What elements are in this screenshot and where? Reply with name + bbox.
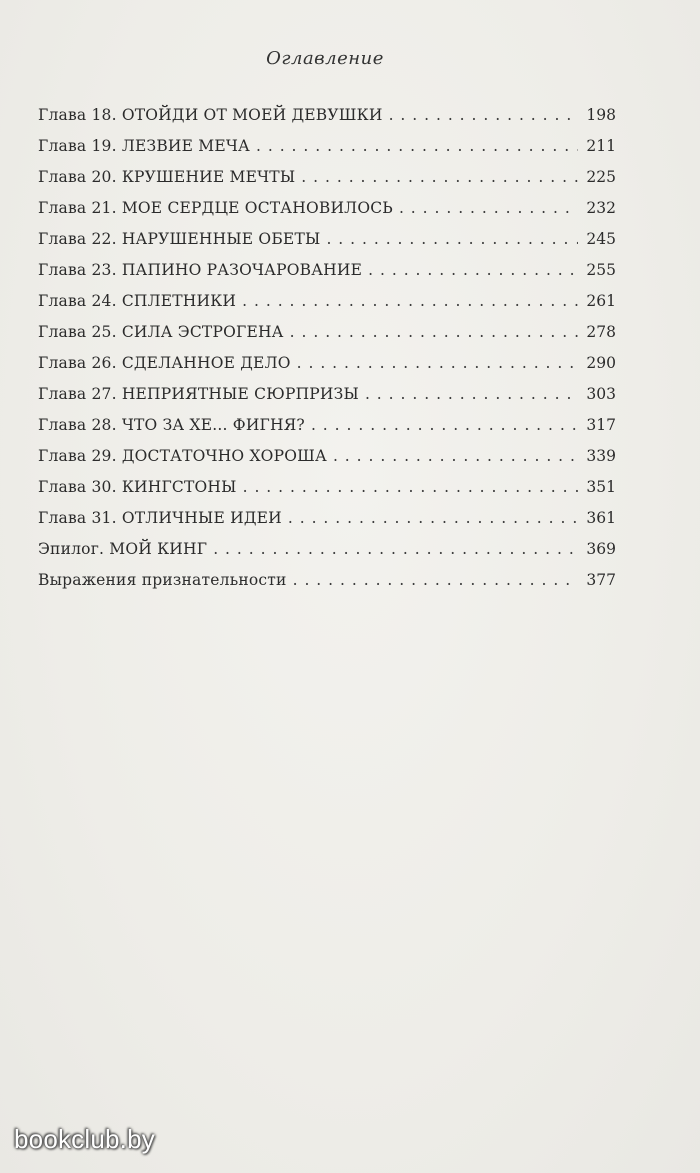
toc-entry-page: 198 <box>586 106 616 124</box>
toc-leader-dots <box>311 410 578 441</box>
toc-entry-page: 351 <box>586 478 616 496</box>
toc-entry-title: Глава 28. ЧТО ЗА ХЕ... ФИГНЯ? <box>38 416 305 434</box>
toc-entry-title: Глава 20. КРУШЕНИЕ МЕЧТЫ <box>38 168 296 186</box>
toc-entry-page: 278 <box>586 323 616 341</box>
toc-entry-title: Глава 19. ЛЕЗВИЕ МЕЧА <box>38 137 250 155</box>
toc-entry[interactable] <box>38 472 616 503</box>
toc-leader-dots <box>256 131 578 162</box>
toc-leader-dots <box>288 503 578 534</box>
toc-entry[interactable] <box>38 100 616 131</box>
toc-entry-title: Глава 27. НЕПРИЯТНЫЕ СЮРПРИЗЫ <box>38 385 359 403</box>
toc-entry-title: Глава 21. МОЕ СЕРДЦЕ ОСТАНОВИЛОСЬ <box>38 199 393 217</box>
toc-entry-page: 225 <box>586 168 616 186</box>
page-title: Оглавление <box>266 48 384 69</box>
toc-entry[interactable] <box>38 441 616 472</box>
toc-entry[interactable] <box>38 348 616 379</box>
toc-entry-page: 290 <box>586 354 616 372</box>
toc-entry-title: Глава 30. КИНГСТОНЫ <box>38 478 237 496</box>
toc-entry-page: 361 <box>586 509 616 527</box>
toc-entry[interactable] <box>38 286 616 317</box>
table-of-contents <box>38 100 616 596</box>
toc-leader-dots <box>243 472 578 503</box>
toc-entry[interactable] <box>38 534 616 565</box>
toc-entry-title: Глава 26. СДЕЛАННОЕ ДЕЛО <box>38 354 291 372</box>
toc-leader-dots <box>326 224 578 255</box>
watermark-text: bookclub.by <box>14 1124 155 1154</box>
toc-entry[interactable] <box>38 162 616 193</box>
toc-entry-page: 232 <box>586 199 616 217</box>
toc-entry[interactable] <box>38 224 616 255</box>
show-through-decoration <box>70 612 610 942</box>
toc-entry-title: Глава 18. ОТОЙДИ ОТ МОЕЙ ДЕВУШКИ <box>38 106 383 124</box>
toc-entry-page: 303 <box>586 385 616 403</box>
toc-entry-title: Глава 25. СИЛА ЭСТРОГЕНА <box>38 323 284 341</box>
toc-leader-dots <box>399 193 578 224</box>
toc-entry-title: Выражения признательности <box>38 571 287 589</box>
toc-leader-dots <box>389 100 578 131</box>
toc-entry[interactable] <box>38 193 616 224</box>
toc-entry-page: 339 <box>586 447 616 465</box>
toc-entry-page: 255 <box>586 261 616 279</box>
toc-entry-title: Глава 23. ПАПИНО РАЗОЧАРОВАНИЕ <box>38 261 363 279</box>
toc-entry[interactable] <box>38 410 616 441</box>
toc-leader-dots <box>293 565 578 596</box>
toc-entry-page: 369 <box>586 540 616 558</box>
toc-leader-dots <box>290 317 578 348</box>
toc-leader-dots <box>365 379 578 410</box>
toc-entry-title: Эпилог. МОЙ КИНГ <box>38 540 208 558</box>
toc-entry-page: 317 <box>586 416 616 434</box>
toc-leader-dots <box>242 286 578 317</box>
toc-leader-dots <box>301 162 578 193</box>
toc-entry[interactable] <box>38 379 616 410</box>
toc-entry[interactable] <box>38 503 616 534</box>
toc-entry-title: Глава 31. ОТЛИЧНЫЕ ИДЕИ <box>38 509 282 527</box>
toc-entry-page: 245 <box>586 230 616 248</box>
toc-leader-dots <box>213 534 578 565</box>
toc-entry[interactable] <box>38 255 616 286</box>
toc-entry-page: 261 <box>586 292 616 310</box>
toc-entry-title: Глава 24. СПЛЕТНИКИ <box>38 292 237 310</box>
toc-entry-title: Глава 29. ДОСТАТОЧНО ХОРОША <box>38 447 327 465</box>
toc-entry[interactable] <box>38 565 616 596</box>
toc-entry[interactable] <box>38 131 616 162</box>
toc-entry-page: 211 <box>586 137 616 155</box>
toc-entry[interactable] <box>38 317 616 348</box>
toc-entry-title: Глава 22. НАРУШЕННЫЕ ОБЕТЫ <box>38 230 321 248</box>
toc-leader-dots <box>333 441 578 472</box>
toc-entry-page: 377 <box>586 571 616 589</box>
toc-leader-dots <box>297 348 578 379</box>
toc-leader-dots <box>368 255 578 286</box>
